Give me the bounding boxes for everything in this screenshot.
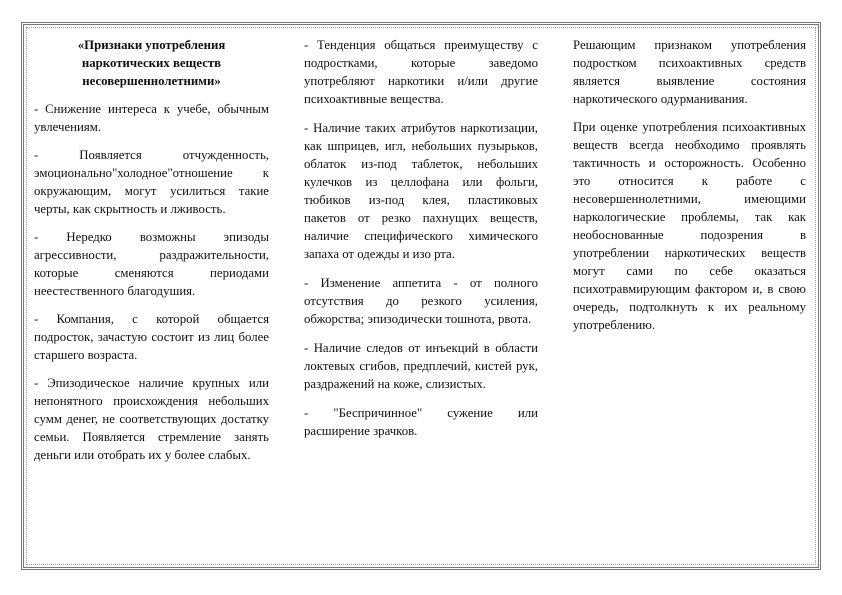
sign-item: - Снижение интереса к учебе, обычным увлечениям. [34,102,269,134]
sign-item: - Нередко возможны эпизоды агрессивности, раздражительности, которые сменяются периодами неестественного благодушия. [34,230,269,298]
left-column [34,36,269,474]
sign-item: - Появляется отчужденность, эмоционально"холодное"отношение к окружающим, могут усилиться такие черты, как скрытность и лживость. [34,148,269,216]
sign-item: - Наличие следов от инъекций в области локтевых сгибов, предплечий, кистей рук, раздражений на коже, слизистых. [304,341,538,391]
right-column [573,36,806,344]
sign-item: - Эпизодическое наличие крупных или непонятного происхождения небольших сумм денег, не соответствующих достатку семьи. Появляется стремление занять деньги или отобрать их у более слабых. [34,376,269,462]
sign-item: - Тенденция общаться преимуществу с подростками, которые заведомо употребляют наркотики и/или другие психоактивные вещества. [304,38,538,106]
sign-item: - Наличие таких атрибутов наркотизации, как шприцев, игл, небольших пузырьков, облаток из-под таблеток, небольших кулечков из целлофана или фольги, тюбиков из-под клея, пластиковых пакетов от резко пахнущих веществ, наличие специфического химического запаха от одежды и изо рта. [304,121,538,261]
sign-item: - Изменение аппетита - от полного отсутствия до резкого усиления, обжорства; эпизодически тошнота, рвота. [304,276,538,326]
leaflet-heading: «Признаки употребления наркотических веществ несовершеннолетними» [77,38,226,88]
advice-paragraph: При оценке употребления психоактивных веществ всегда необходимо проявлять тактичность и осторожность. Особенно это относится к работе с несовершеннолетними, имеющими наркологические проблемы, так как необоснованные подозрения в употреблении наркотических веществ могут сами по себе оказаться психотравмирующим фактором и, в свою очередь, подтолкнуть к их реальному употреблению. [573,120,806,332]
sign-item: - "Беспричинное" сужение или расширение зрачков. [304,406,538,438]
middle-column [304,36,538,451]
conclusion-paragraph: Решающим признаком употребления подростком психоактивных средств является выявление состояния наркотического одурманивания. [573,38,806,106]
sign-item: - Компания, с которой общается подросток, зачастую состоит из лиц более старшего возраста. [34,312,269,362]
